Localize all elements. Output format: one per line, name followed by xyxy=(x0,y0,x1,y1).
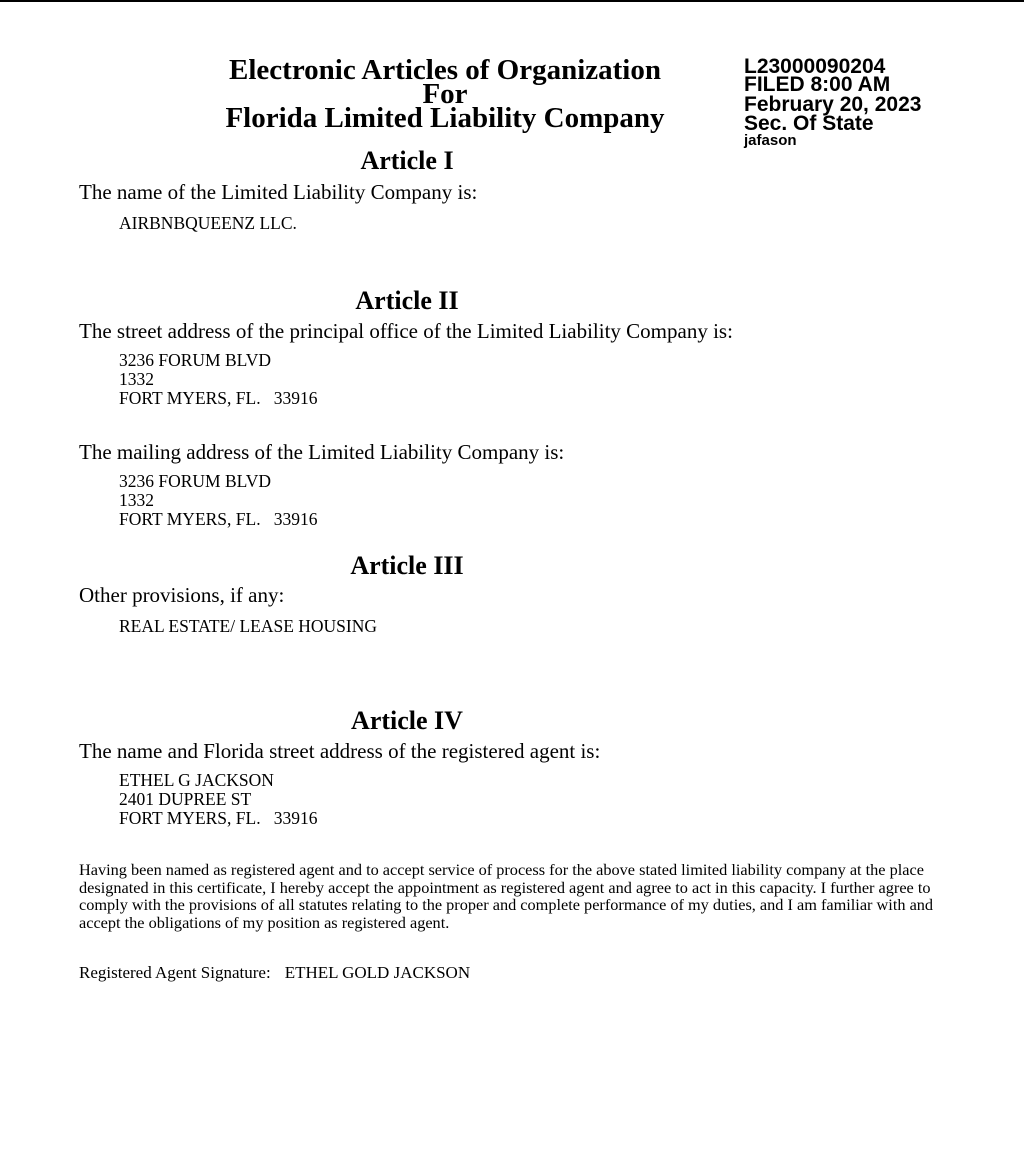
mailing-address-label: The mailing address of the Limited Liability Company is: xyxy=(79,440,565,464)
article-3-heading: Article III xyxy=(350,551,464,580)
article-1-heading: Article I xyxy=(360,146,454,175)
article-2-heading: Article II xyxy=(355,286,459,315)
article-4-heading: Article IV xyxy=(351,706,463,735)
agent-signature-value: ETHEL GOLD JACKSON xyxy=(284,963,471,982)
mailing-address-line-2: 1332 xyxy=(119,490,154,510)
mailing-address-line-3: FORT MYERS, FL. 33916 xyxy=(119,509,318,529)
other-provisions-value: REAL ESTATE/ LEASE HOUSING xyxy=(119,616,378,636)
agent-acceptance-statement: Having been named as registered agent and to accept service of process for the above stated limited liability company at the place designated in this certificate, I hereby accept the appointment as registered agent and agree to act in this capacity. I further agree to comply with the provisions of all statutes relating to the proper and complete performance of my duties, and I am familiar with and accept the obligations of my position as registered agent. xyxy=(79,860,934,932)
mailing-address xyxy=(119,472,317,529)
registered-agent-city-state-zip: FORT MYERS, FL. 33916 xyxy=(119,808,318,828)
stamp-filed-time: FILED 8:00 AM xyxy=(744,73,891,96)
agent-signature-row xyxy=(79,963,470,983)
stamp-clerk: jafason xyxy=(744,132,797,149)
principal-address-line-1: 3236 FORUM BLVD xyxy=(119,350,272,370)
principal-address xyxy=(119,351,317,408)
document-title-line-2: For xyxy=(422,78,468,110)
company-name: AIRBNBQUEENZ LLC. xyxy=(119,213,297,233)
document-title-line-1: Electronic Articles of Organization xyxy=(229,54,661,86)
other-provisions-label: Other provisions, if any: xyxy=(79,583,285,607)
registered-agent-address xyxy=(119,771,317,828)
registered-agent-label: The name and Florida street address of the registered agent is: xyxy=(79,739,601,763)
mailing-address-line-1: 3236 FORUM BLVD xyxy=(119,471,272,491)
principal-address-line-2: 1332 xyxy=(119,369,154,389)
stamp-filed-date: February 20, 2023 xyxy=(744,93,922,116)
registered-agent-street: 2401 DUPREE ST xyxy=(119,789,252,809)
agent-signature-label: Registered Agent Signature: xyxy=(79,963,271,982)
document-title-line-3: Florida Limited Liability Company xyxy=(225,102,665,134)
article-1-label: The name of the Limited Liability Company is: xyxy=(79,180,478,204)
principal-address-line-3: FORT MYERS, FL. 33916 xyxy=(119,388,318,408)
stamp-document-number: L23000090204 xyxy=(744,55,886,78)
stamp-office: Sec. Of State xyxy=(744,112,874,135)
top-border-rule xyxy=(0,0,1024,2)
principal-address-label: The street address of the principal office of the Limited Liability Company is: xyxy=(79,319,733,343)
registered-agent-name: ETHEL G JACKSON xyxy=(119,770,274,790)
